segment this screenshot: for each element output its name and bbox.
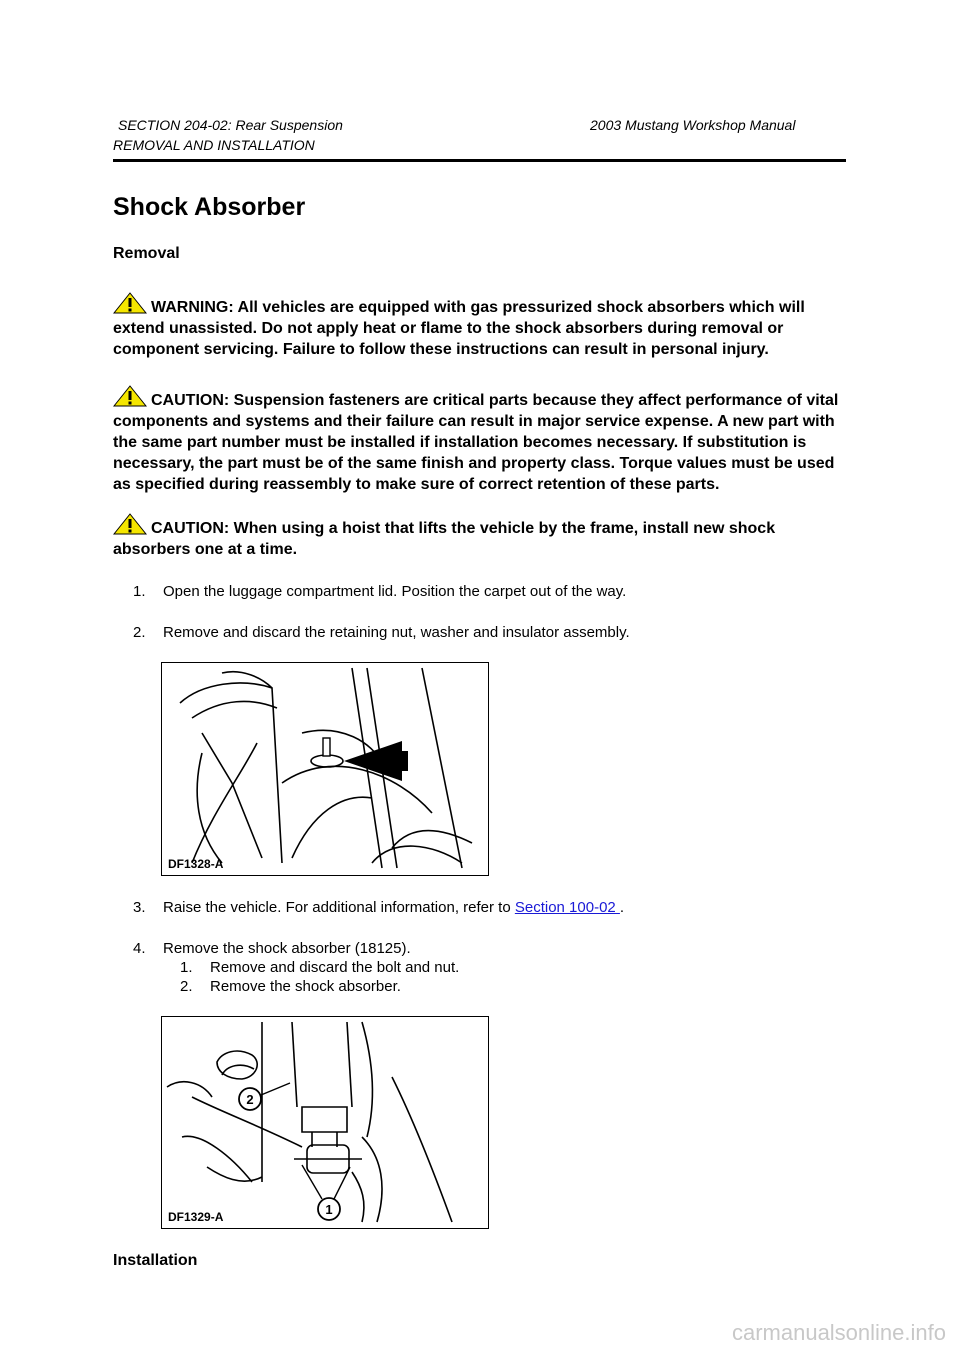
shock-absorber-illustration [162, 1017, 488, 1228]
caution-icon [113, 385, 147, 407]
page-title: Shock Absorber [113, 193, 306, 221]
installation-heading: Installation [113, 1252, 198, 1269]
caution-alert-hoist [113, 513, 853, 560]
substep-1: 1. Remove and discard the bolt and nut. [180, 959, 460, 976]
step-1: 1. Open the luggage compartment lid. Position the carpet out of the way. [133, 583, 627, 600]
step-4: 4. Remove the shock absorber (18125). [133, 940, 411, 957]
caution-text-fasteners: CAUTION: Suspension fasteners are critical parts because they affect performance of vital components and systems and their failure can result in major service expense. A new part with the same part number must be installed if installation becomes necessary. If substitution is necessary, the part must be of the same finish and property class. Torque values must be used as specified during reassembly to make sure of correct retention of these parts. [113, 392, 839, 493]
warning-icon [113, 292, 147, 314]
arrow-icon [344, 741, 408, 781]
header-divider [113, 159, 846, 162]
step-3: 3. Raise the vehicle. For additional information, refer to Section 100-02 . [133, 899, 625, 916]
retaining-nut-illustration [162, 663, 488, 875]
step-2: 2. Remove and discard the retaining nut, washer and insulator assembly. [133, 624, 630, 641]
svg-text:2: 2 [246, 1092, 254, 1107]
warning-alert [113, 292, 853, 360]
figure-label: DF1328-A [168, 857, 224, 871]
caution-icon [113, 513, 147, 535]
figure-shock-absorber [161, 1016, 489, 1229]
svg-text:1: 1 [325, 1202, 333, 1217]
watermark: carmanualsonline.info [731, 1320, 946, 1345]
caution-text-hoist: CAUTION: When using a hoist that lifts the vehicle by the frame, install new shock absorbers one at a time. [113, 520, 776, 558]
header-section: SECTION 204-02: Rear Suspension [118, 117, 343, 133]
caution-alert-fasteners [113, 385, 853, 495]
header-manual-title: 2003 Mustang Workshop Manual [590, 117, 796, 133]
header-category: REMOVAL AND INSTALLATION [113, 137, 315, 153]
substep-2: 2. Remove the shock absorber. [180, 978, 401, 995]
figure-retaining-nut [161, 662, 489, 876]
removal-heading: Removal [113, 245, 180, 262]
warning-text: WARNING: All vehicles are equipped with gas pressurized shock absorbers which will extend unassisted. Do not apply heat or flame to the shock absorbers during removal or component servicing. Failure to follow these instructions can result in personal injury. [113, 299, 805, 358]
section-100-02-link[interactable]: Section 100-02 [514, 899, 620, 916]
figure-label: DF1329-A [168, 1210, 224, 1224]
